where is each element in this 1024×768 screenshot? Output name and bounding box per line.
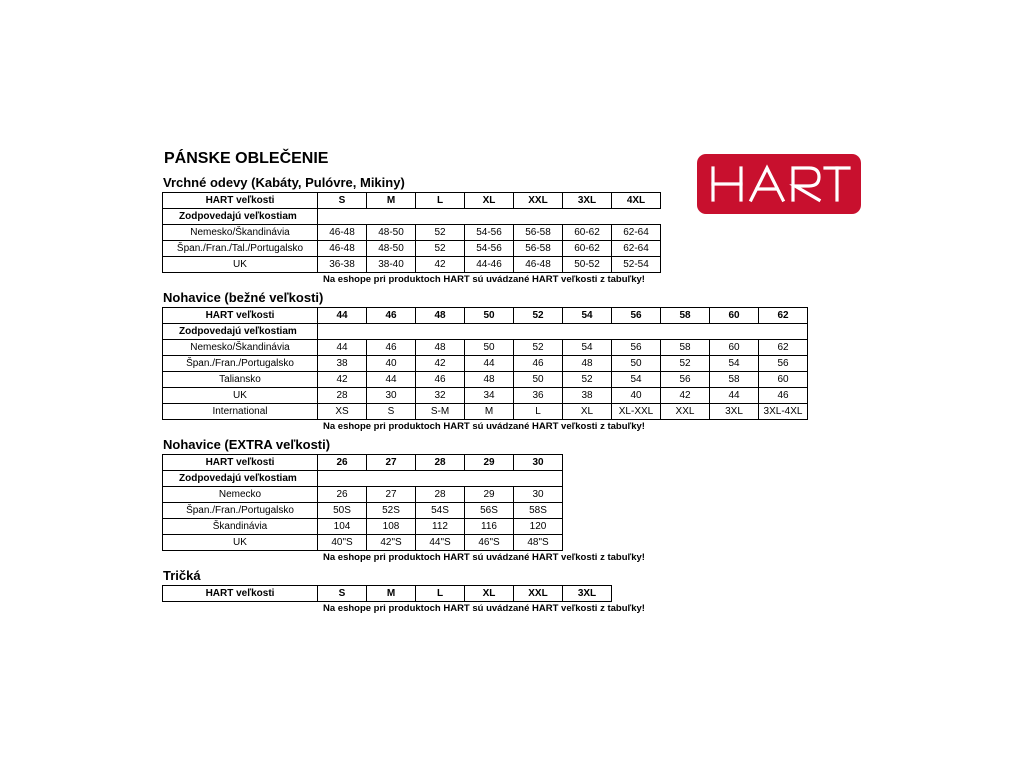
value-cell: 40"S — [318, 535, 367, 551]
value-cell: 29 — [465, 487, 514, 503]
subheader-label: Zodpovedajú veľkostiam — [163, 209, 318, 225]
row-label: Špan./Fran./Portugalsko — [163, 356, 318, 372]
value-cell: 26 — [318, 487, 367, 503]
size-cell: 26 — [318, 455, 367, 471]
size-cell: 3XL — [563, 193, 612, 209]
value-cell: 28 — [318, 388, 367, 404]
value-cell: 54-56 — [465, 225, 514, 241]
hart-logo-wordmark — [697, 154, 861, 214]
table-row — [163, 503, 563, 519]
size-cell: 58 — [661, 308, 710, 324]
size-cell: L — [416, 193, 465, 209]
table-row — [163, 372, 808, 388]
table-row — [163, 308, 808, 324]
note-text: Na eshope pri produktoch HART sú uvádzané HART veľkosti z tabuľky! — [323, 603, 645, 614]
value-cell: 46-48 — [318, 241, 367, 257]
table-row — [163, 209, 661, 225]
value-cell: 52 — [563, 372, 612, 388]
value-cell: 44 — [367, 372, 416, 388]
size-cell: XL — [465, 193, 514, 209]
value-cell: 108 — [367, 519, 416, 535]
size-cell: XXL — [514, 193, 563, 209]
size-cell: 62 — [759, 308, 808, 324]
value-cell: 56-58 — [514, 241, 563, 257]
value-cell: 54S — [416, 503, 465, 519]
value-cell: L — [514, 404, 563, 420]
value-cell: 46"S — [465, 535, 514, 551]
value-cell: 46-48 — [514, 257, 563, 273]
value-cell: 52-54 — [612, 257, 661, 273]
value-cell: 54 — [563, 340, 612, 356]
table-row — [163, 324, 808, 340]
value-cell: 28 — [416, 487, 465, 503]
value-cell: 62-64 — [612, 241, 661, 257]
size-table-tshirts — [162, 585, 612, 602]
value-cell: 60 — [759, 372, 808, 388]
size-cell: 50 — [465, 308, 514, 324]
value-cell: 32 — [416, 388, 465, 404]
value-cell: 50 — [465, 340, 514, 356]
table-row — [163, 356, 808, 372]
header-label: HART veľkosti — [163, 193, 318, 209]
row-label: UK — [163, 257, 318, 273]
size-cell: M — [367, 586, 416, 602]
size-cell: 60 — [710, 308, 759, 324]
size-cell: 30 — [514, 455, 563, 471]
row-label: Škandinávia — [163, 519, 318, 535]
note-text: Na eshope pri produktoch HART sú uvádzané HART veľkosti z tabuľky! — [323, 552, 645, 563]
row-label: Taliansko — [163, 372, 318, 388]
value-cell: 48-50 — [367, 241, 416, 257]
value-cell: 44-46 — [465, 257, 514, 273]
value-cell: S-M — [416, 404, 465, 420]
size-cell: 48 — [416, 308, 465, 324]
value-cell: 42 — [416, 356, 465, 372]
value-cell: 56S — [465, 503, 514, 519]
value-cell: 3XL — [710, 404, 759, 420]
value-cell: 27 — [367, 487, 416, 503]
value-cell: 56 — [661, 372, 710, 388]
value-cell: 116 — [465, 519, 514, 535]
size-cell: 27 — [367, 455, 416, 471]
value-cell: 42 — [318, 372, 367, 388]
value-cell: 44 — [710, 388, 759, 404]
value-cell: 60-62 — [563, 225, 612, 241]
header-label: HART veľkosti — [163, 586, 318, 602]
value-cell: XL — [563, 404, 612, 420]
value-cell: 58 — [661, 340, 710, 356]
row-label: Špan./Fran./Tal./Portugalsko — [163, 241, 318, 257]
value-cell: 62 — [759, 340, 808, 356]
value-cell: 44"S — [416, 535, 465, 551]
size-table-tops — [162, 192, 661, 273]
value-cell: 48"S — [514, 535, 563, 551]
hart-logo — [697, 154, 861, 214]
value-cell: 38-40 — [367, 257, 416, 273]
value-cell: 44 — [318, 340, 367, 356]
size-cell: S — [318, 586, 367, 602]
value-cell: 56-58 — [514, 225, 563, 241]
value-cell: 3XL-4XL — [759, 404, 808, 420]
value-cell: 38 — [318, 356, 367, 372]
table-row — [163, 404, 808, 420]
note-text: Na eshope pri produktoch HART sú uvádzané HART veľkosti z tabuľky! — [323, 421, 645, 432]
section-title-trousers: Nohavice (bežné veľkosti) — [163, 290, 324, 305]
table-row — [163, 455, 563, 471]
row-label: Špan./Fran./Portugalsko — [163, 503, 318, 519]
value-cell: XL-XXL — [612, 404, 661, 420]
value-cell: M — [465, 404, 514, 420]
value-cell: 36 — [514, 388, 563, 404]
section-title-extra-trousers: Nohavice (EXTRA veľkosti) — [163, 437, 331, 452]
value-cell: 50 — [612, 356, 661, 372]
row-label: International — [163, 404, 318, 420]
value-cell: S — [367, 404, 416, 420]
value-cell: 54-56 — [465, 241, 514, 257]
value-cell: 104 — [318, 519, 367, 535]
table-row — [163, 487, 563, 503]
value-cell: 36-38 — [318, 257, 367, 273]
value-cell: 48 — [465, 372, 514, 388]
section-title-tshirts: Tričká — [163, 568, 201, 583]
page-title: PÁNSKE OBLEČENIE — [164, 150, 329, 167]
value-cell: 52 — [416, 225, 465, 241]
size-cell: 54 — [563, 308, 612, 324]
value-cell: 48 — [416, 340, 465, 356]
value-cell: 48-50 — [367, 225, 416, 241]
table-row — [163, 586, 612, 602]
value-cell: 46 — [367, 340, 416, 356]
value-cell: 52 — [514, 340, 563, 356]
value-cell: 60 — [710, 340, 759, 356]
size-table-trousers — [162, 307, 808, 420]
size-cell: 52 — [514, 308, 563, 324]
value-cell: 120 — [514, 519, 563, 535]
value-cell: 42 — [661, 388, 710, 404]
size-cell: S — [318, 193, 367, 209]
size-cell: 28 — [416, 455, 465, 471]
value-cell: 52S — [367, 503, 416, 519]
value-cell: XXL — [661, 404, 710, 420]
row-label: Nemecko — [163, 487, 318, 503]
value-cell: 48 — [563, 356, 612, 372]
table-row — [163, 193, 661, 209]
subheader-label: Zodpovedajú veľkostiam — [163, 324, 318, 340]
row-label: UK — [163, 535, 318, 551]
value-cell: 38 — [563, 388, 612, 404]
value-cell: 52 — [661, 356, 710, 372]
size-cell: 44 — [318, 308, 367, 324]
section-title-tops: Vrchné odevy (Kabáty, Pulóvre, Mikiny) — [163, 175, 405, 190]
size-table-extra-trousers — [162, 454, 563, 551]
value-cell: 56 — [759, 356, 808, 372]
value-cell: 60-62 — [563, 241, 612, 257]
value-cell: 54 — [710, 356, 759, 372]
value-cell: 50 — [514, 372, 563, 388]
value-cell: 56 — [612, 340, 661, 356]
value-cell: 58S — [514, 503, 563, 519]
value-cell: 50S — [318, 503, 367, 519]
row-label: Nemesko/Škandinávia — [163, 340, 318, 356]
value-cell: 34 — [465, 388, 514, 404]
value-cell: 58 — [710, 372, 759, 388]
size-cell: M — [367, 193, 416, 209]
size-cell: XL — [465, 586, 514, 602]
size-cell: 56 — [612, 308, 661, 324]
header-label: HART veľkosti — [163, 308, 318, 324]
header-label: HART veľkosti — [163, 455, 318, 471]
table-row — [163, 225, 661, 241]
value-cell: 30 — [514, 487, 563, 503]
note-text: Na eshope pri produktoch HART sú uvádzané HART veľkosti z tabuľky! — [323, 274, 645, 285]
value-cell: 52 — [416, 241, 465, 257]
row-label: Nemesko/Škandinávia — [163, 225, 318, 241]
size-cell: XXL — [514, 586, 563, 602]
table-row — [163, 340, 808, 356]
value-cell: XS — [318, 404, 367, 420]
size-cell: 3XL — [563, 586, 612, 602]
value-cell: 46 — [759, 388, 808, 404]
value-cell: 44 — [465, 356, 514, 372]
value-cell: 30 — [367, 388, 416, 404]
size-cell: 46 — [367, 308, 416, 324]
value-cell: 46-48 — [318, 225, 367, 241]
value-cell: 54 — [612, 372, 661, 388]
value-cell: 46 — [514, 356, 563, 372]
table-row — [163, 241, 661, 257]
table-row — [163, 519, 563, 535]
subheader-label: Zodpovedajú veľkostiam — [163, 471, 318, 487]
row-label: UK — [163, 388, 318, 404]
table-row — [163, 535, 563, 551]
size-cell: 29 — [465, 455, 514, 471]
value-cell: 112 — [416, 519, 465, 535]
value-cell: 42 — [416, 257, 465, 273]
size-cell: L — [416, 586, 465, 602]
value-cell: 40 — [612, 388, 661, 404]
table-row — [163, 388, 808, 404]
size-cell: 4XL — [612, 193, 661, 209]
value-cell: 46 — [416, 372, 465, 388]
table-row — [163, 471, 563, 487]
value-cell: 40 — [367, 356, 416, 372]
value-cell: 62-64 — [612, 225, 661, 241]
value-cell: 42"S — [367, 535, 416, 551]
table-row — [163, 257, 661, 273]
value-cell: 50-52 — [563, 257, 612, 273]
